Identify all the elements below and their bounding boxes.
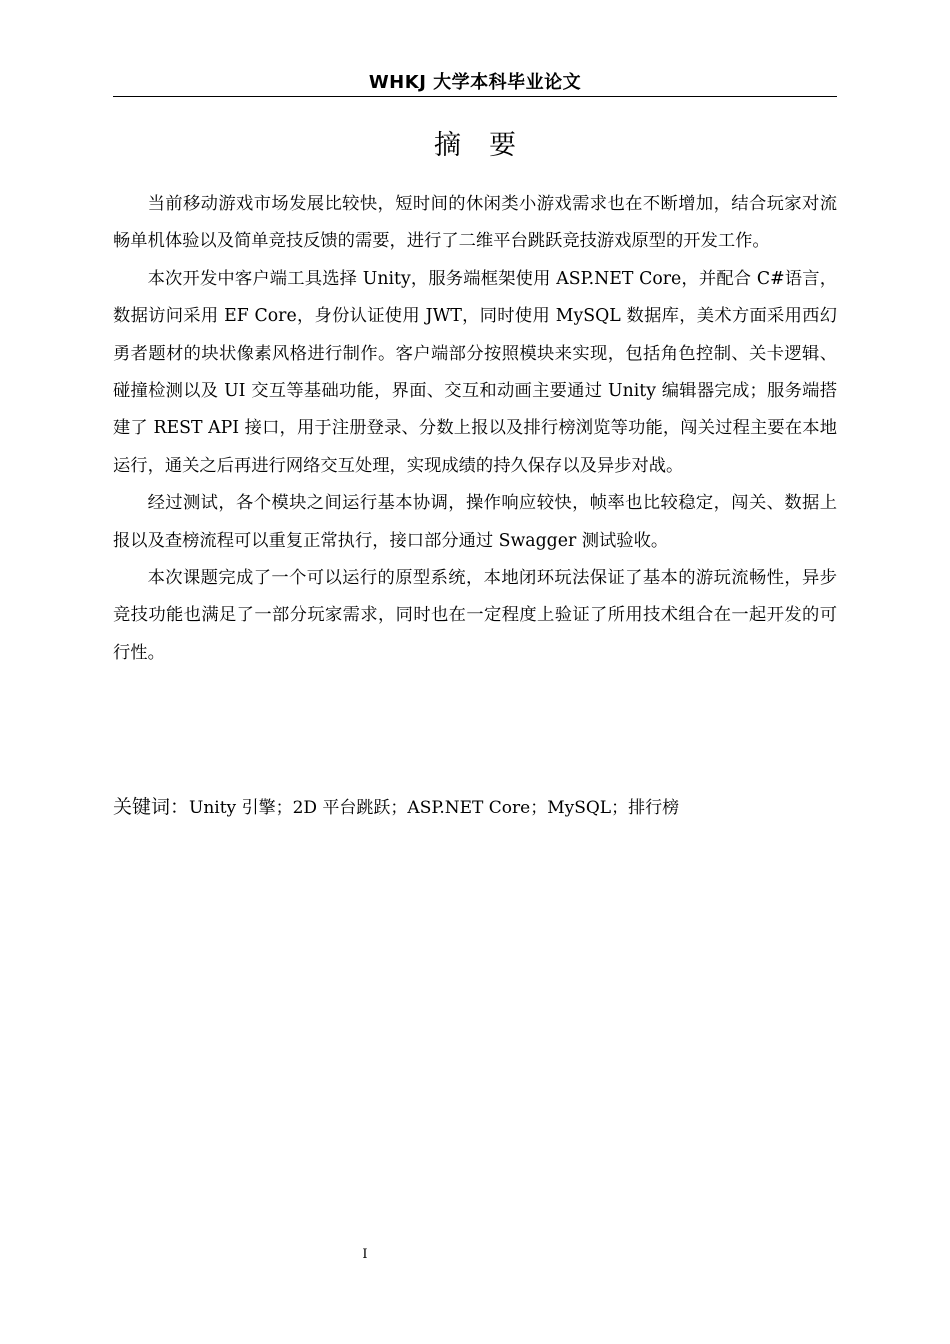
abstract-paragraph: 本次开发中客户端工具选择 Unity，服务端框架使用 ASP.NET Core，并配合 C#语言，数据访问采用 EF Core，身份认证使用 JWT，同时使用 MySQL 数据库，美术方面采用西幻勇者题材的块状像素风格进行制作。客户端部分按照模块来实现，包括角色控制、关卡逻辑、碰撞检测以及 UI 交互等基础功能，界面、交互和动画主要通过 Unity 编辑器完成；服务端搭建了 REST API 接口，用于注册登录、分数上报以及排行榜浏览等功能，闯关过程主要在本地运行，通关之后再进行网络交互处理，实现成绩的持久保存以及异步对战。: [113, 268, 837, 476]
header-title: WHKJ 大学本科毕业论文: [368, 72, 582, 93]
page-number: I: [362, 1247, 368, 1262]
abstract-paragraph: 当前移动游戏市场发展比较快，短时间的休闲类小游戏需求也在不断增加，结合玩家对流畅单机体验以及简单竞技反馈的需要，进行了二维平台跳跃竞技游戏原型的开发工作。: [113, 194, 837, 252]
keywords-value: Unity 引擎；2D 平台跳跃；ASP.NET Core；MySQL；排行榜: [189, 798, 680, 818]
keywords-line: [113, 792, 837, 823]
page-header: [113, 70, 837, 97]
abstract-paragraph: 本次课题完成了一个可以运行的原型系统，本地闭环玩法保证了基本的游玩流畅性，异步竞技功能也满足了一部分玩家需求，同时也在一定程度上验证了所用技术组合在一起开发的可行性。: [113, 568, 837, 663]
abstract-body: [113, 186, 837, 672]
abstract-paragraph: 经过测试，各个模块之间运行基本协调，操作响应较快，帧率也比较稳定，闯关、数据上报以及查榜流程可以重复正常执行，接口部分通过 Swagger 测试验收。: [113, 493, 837, 551]
abstract-title: 摘要: [434, 130, 544, 161]
keywords-label: 关键词：: [113, 796, 190, 818]
